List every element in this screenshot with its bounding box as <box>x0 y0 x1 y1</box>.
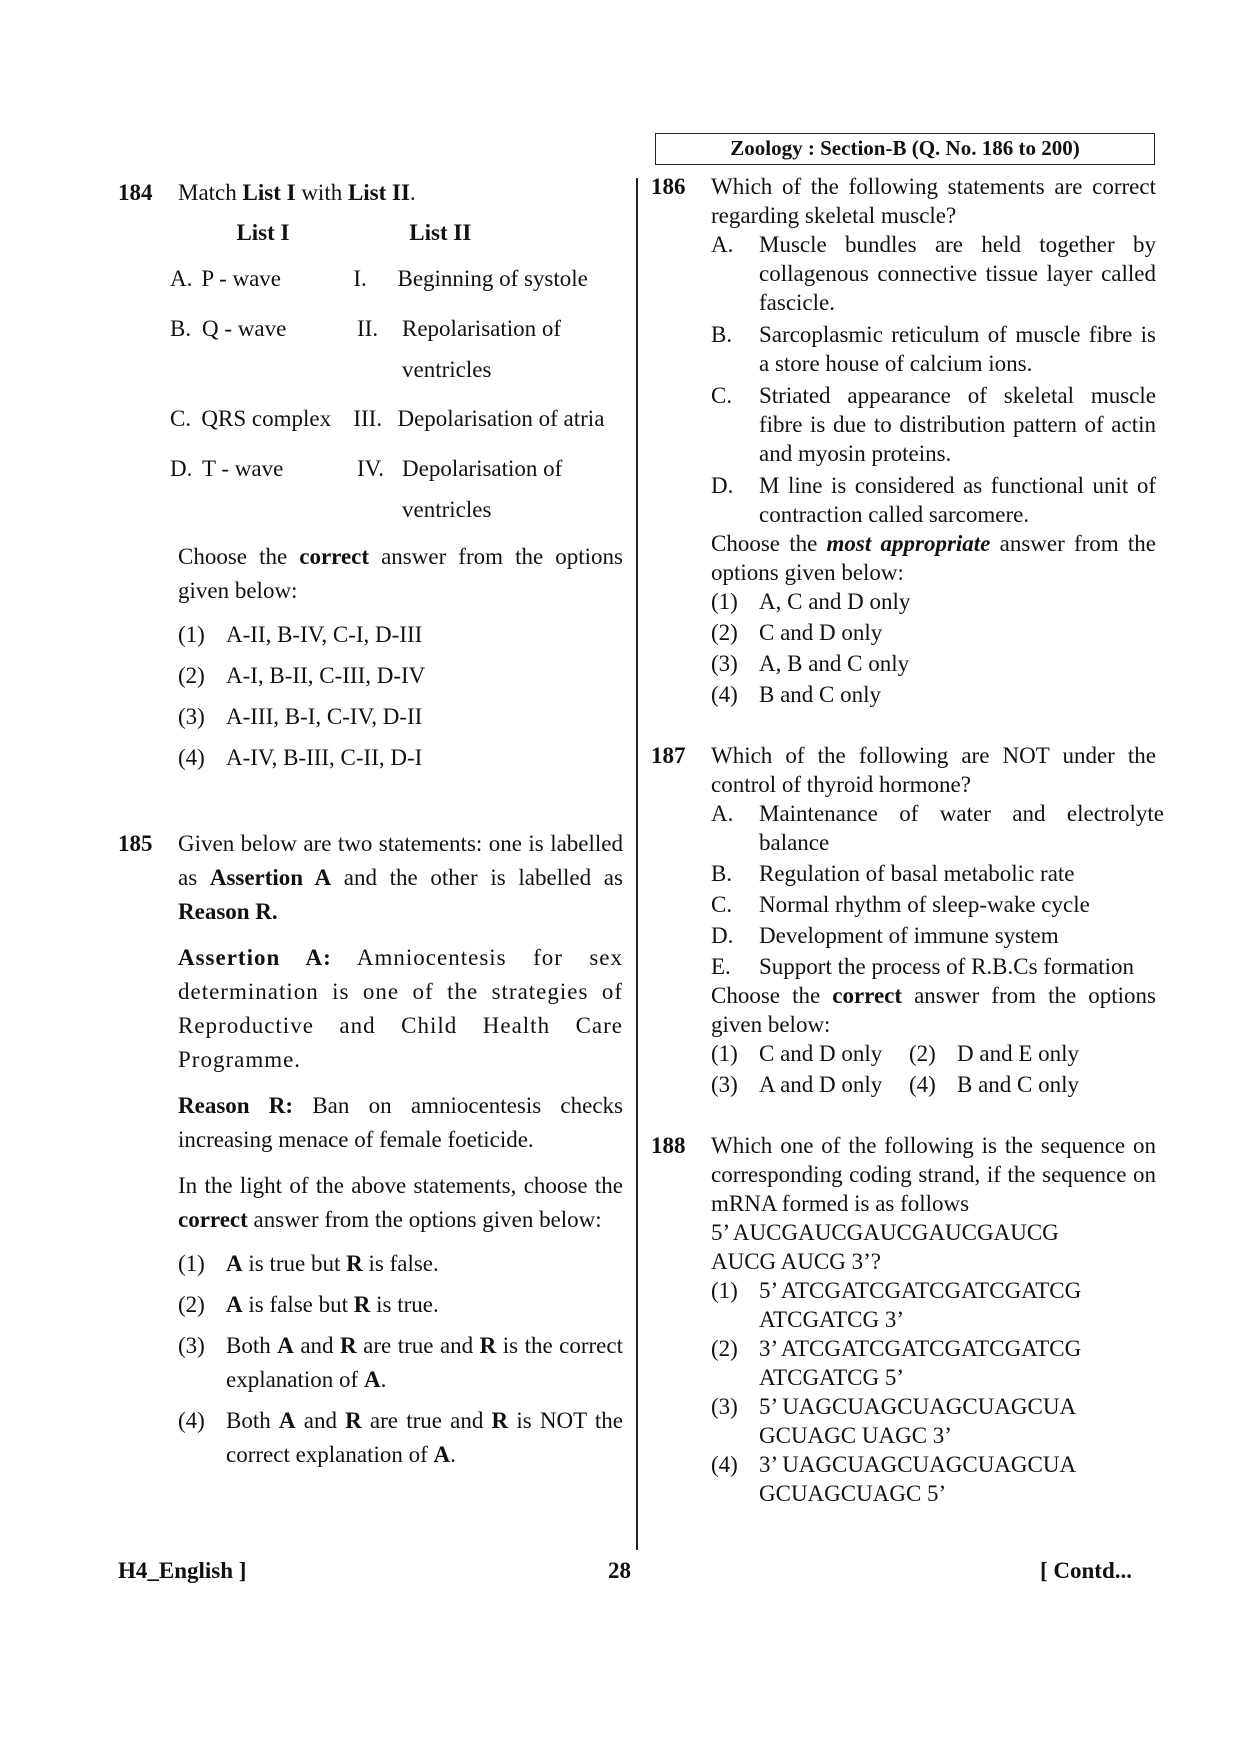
question-185 <box>118 827 623 1472</box>
option-row <box>711 1070 1156 1099</box>
right-column <box>651 172 1164 1508</box>
option-4[interactable]: (4) B and C only <box>711 682 882 707</box>
question-number: 187 <box>651 743 686 768</box>
mrna-sequence-line-2: AUCG AUCG 3’? <box>711 1249 881 1274</box>
list-1-heading: List I <box>236 220 290 245</box>
match-row: B. Q - wave II. Repolarisation of ventricles <box>170 316 562 382</box>
match-row: D. T - wave IV. Depolarisation of ventricles <box>170 456 563 522</box>
option-2[interactable]: (2) C and D only <box>711 620 883 645</box>
question-188 <box>651 1131 1156 1508</box>
statement-b: B. Sarcoplasmic reticulum of muscle fibre is a store house of calcium ions. <box>711 322 1156 376</box>
statement-a: A. Maintenance of water and electrolyte balance <box>711 801 1164 855</box>
question-number: 184 <box>118 180 153 205</box>
option-4[interactable]: (4) 3’ UAGCUAGCUAGCUAGCUA GCUAGCUAGC 5’ <box>711 1452 1077 1506</box>
option-3[interactable]: (3) Both A and R are true and R is the correct explanation of A. <box>178 1333 623 1392</box>
footer-paper-code: H4_English ] <box>118 1558 247 1583</box>
question-187 <box>651 741 1164 1099</box>
section-header: Zoology : Section-B (Q. No. 186 to 200) <box>655 133 1155 165</box>
question-stem: Which one of the following is the sequence on corresponding coding strand, if the sequence on mRNA formed is as follows <box>711 1133 1156 1216</box>
mrna-sequence-line-1: 5’ AUCGAUCGAUCGAUCGAUCG <box>711 1220 1059 1245</box>
question-number: 186 <box>651 174 686 199</box>
statement-b: B. Regulation of basal metabolic rate <box>711 861 1075 886</box>
match-table-header <box>168 216 623 250</box>
option-row <box>711 1039 1156 1068</box>
instruction-text: Choose the correct answer from the options given below: <box>178 544 623 603</box>
instruction-text: In the light of the above statements, choose the correct answer from the options given below: <box>178 1173 623 1232</box>
statement-a: A. Muscle bundles are held together by collagenous connective tissue layer called fascicle. <box>711 232 1156 315</box>
statement-e: E. Support the process of R.B.Cs formation <box>711 954 1134 979</box>
option-1[interactable]: (1) 5’ ATCGATCGATCGATCGATCG ATCGATCG 3’ <box>711 1278 1082 1332</box>
statement-d: D. M line is considered as functional unit of contraction called sarcomere. <box>711 473 1156 527</box>
match-row: A. P - wave I. Beginning of systole <box>170 266 588 291</box>
column-divider <box>636 178 638 1550</box>
match-table <box>168 216 623 530</box>
statement-c: C. Striated appearance of skeletal muscle fibre is due to distribution pattern of actin and myosin proteins. <box>711 383 1156 466</box>
option-1[interactable]: (1) C and D only <box>711 1041 883 1066</box>
option-3[interactable]: (3) A and D only <box>711 1072 883 1097</box>
question-184 <box>118 176 623 775</box>
left-column <box>118 176 623 1472</box>
question-stem: Match List I with List II. <box>178 180 416 205</box>
question-186 <box>651 172 1156 709</box>
statement-c: C. Normal rhythm of sleep-wake cycle <box>711 892 1090 917</box>
instruction-text: Choose the correct answer from the options given below: <box>711 983 1156 1037</box>
question-stem: Given below are two statements: one is labelled as Assertion A and the other is labelled as Reason R. <box>178 831 623 924</box>
option-1[interactable]: (1) A, C and D only <box>711 589 911 614</box>
option-2[interactable]: (2) 3’ ATCGATCGATCGATCGATCG ATCGATCG 5’ <box>711 1336 1082 1390</box>
footer-continued: [ Contd... <box>1040 1558 1133 1583</box>
question-stem: Which of the following statements are correct regarding skeletal muscle? <box>711 174 1156 228</box>
option-3[interactable]: (3) A, B and C only <box>711 651 910 676</box>
question-number: 188 <box>651 1133 686 1158</box>
option-2[interactable]: (2) A-I, B-II, C-III, D-IV <box>178 663 426 688</box>
statement-d: D. Development of immune system <box>711 923 1059 948</box>
option-4[interactable]: (4) B and C only <box>909 1072 1080 1097</box>
option-1[interactable]: (1) A-II, B-IV, C-I, D-III <box>178 622 423 647</box>
option-3[interactable]: (3) 5’ UAGCUAGCUAGCUAGCUA GCUAGC UAGC 3’ <box>711 1394 1077 1448</box>
match-row: C. QRS complex III. Depolarisation of atria <box>170 406 605 431</box>
option-4[interactable]: (4) A-IV, B-III, C-II, D-I <box>178 745 423 770</box>
reason: Reason R: Ban on amniocentesis checks increasing menace of female foeticide. <box>178 1093 623 1152</box>
footer-page-number: 28 <box>608 1558 631 1583</box>
list-2-heading: List II <box>409 220 472 245</box>
question-stem: Which of the following are NOT under the control of thyroid hormone? <box>711 743 1156 797</box>
question-number: 185 <box>118 831 153 856</box>
option-3[interactable]: (3) A-III, B-I, C-IV, D-II <box>178 704 423 729</box>
instruction-text: Choose the most appropriate answer from the options given below: <box>711 531 1156 585</box>
assertion: Assertion A: Amniocentesis for sex determination is one of the strategies of Reproductive and Child Health Care Programme. <box>178 945 623 1072</box>
option-1[interactable]: (1) A is true but R is false. <box>178 1251 439 1276</box>
option-4[interactable]: (4) Both A and R are true and R is NOT the correct explanation of A. <box>178 1408 623 1467</box>
option-2[interactable]: (2) A is false but R is true. <box>178 1292 439 1317</box>
option-2[interactable]: (2) D and E only <box>909 1041 1080 1066</box>
